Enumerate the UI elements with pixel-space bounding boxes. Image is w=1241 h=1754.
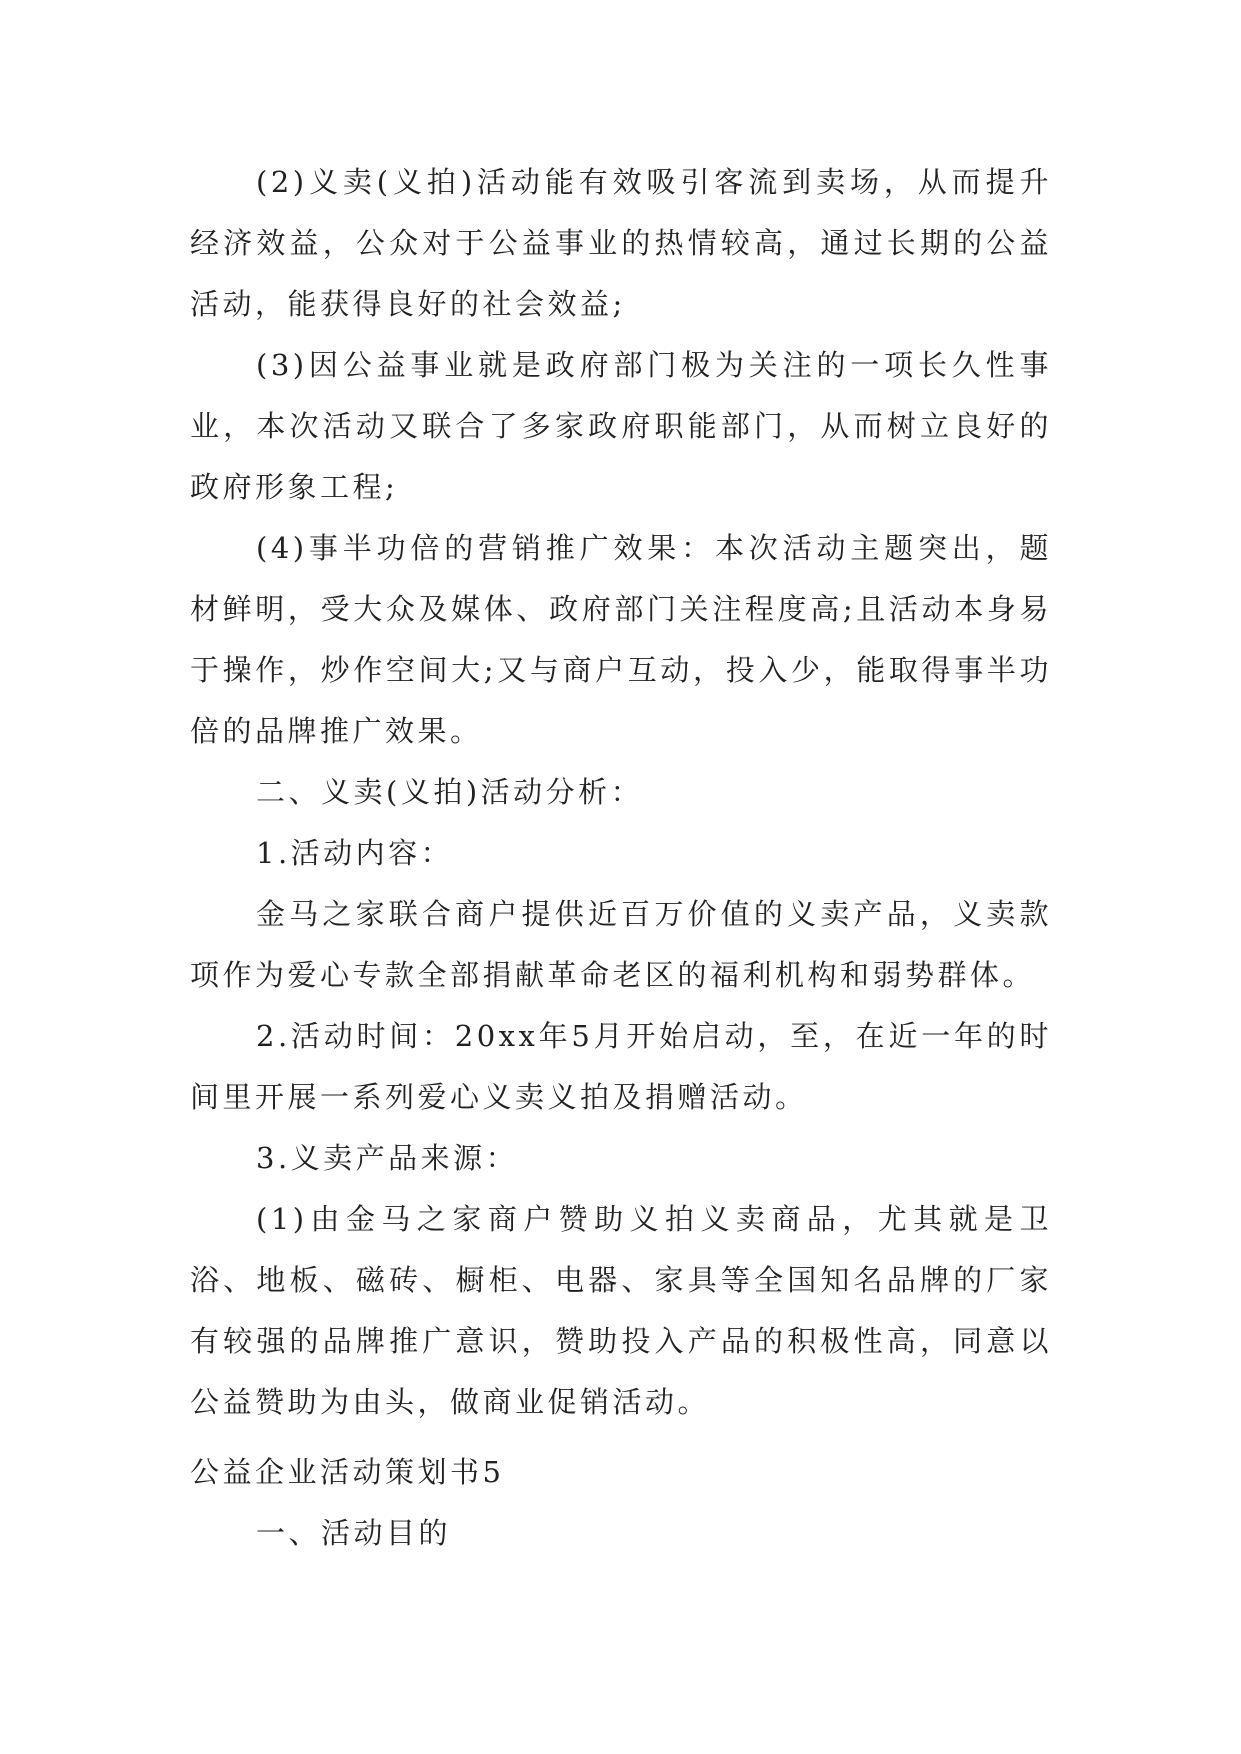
paragraph-activity-time: 2.活动时间：20xx年5月开始启动，至，在近一年的时间里开展一系列爱心义卖义拍及捐赠活动。	[190, 1019, 1052, 1114]
next-document-title: 公益企业活动策划书5	[190, 1455, 505, 1489]
paragraph-product-source-1: (1)由金马之家商户赞助义拍义卖商品，尤其就是卫浴、地板、磁砖、橱柜、电器、家具等全国知名品牌的厂家有较强的品牌推广意识，赞助投入产品的积极性高，同意以公益赞助为由头，做商业促销活动。	[190, 1202, 1052, 1419]
paragraph-activity-content: 金马之家联合商户提供近百万价值的义卖产品，义卖款项作为爱心专款全部捐献革命老区的福利机构和弱势群体。	[190, 897, 1052, 992]
paragraph-benefit-3: (3)因公益事业就是政府部门极为关注的一项长久性事业，本次活动又联合了多家政府职能部门，从而树立良好的政府形象工程;	[190, 348, 1052, 504]
subheading-activity-content: 1.活动内容：	[256, 836, 454, 870]
document-body	[190, 152, 1052, 1433]
paragraph-benefit-2: (2)义卖(义拍)活动能有效吸引客流到卖场，从而提升经济效益，公众对于公益事业的热情较高，通过长期的公益活动，能获得良好的社会效益;	[190, 165, 1052, 321]
section-heading-purpose: 一、活动目的	[256, 1516, 452, 1550]
subheading-product-source: 3.义卖产品来源：	[256, 1141, 519, 1175]
paragraph-benefit-4: (4)事半功倍的营销推广效果：本次活动主题突出，题材鲜明，受大众及媒体、政府部门关注程度高;且活动本身易于操作，炒作空间大;又与商户互动，投入少，能取得事半功倍的品牌推广效果。	[190, 531, 1052, 748]
section-heading-analysis: 二、义卖(义拍)活动分析：	[256, 775, 644, 809]
